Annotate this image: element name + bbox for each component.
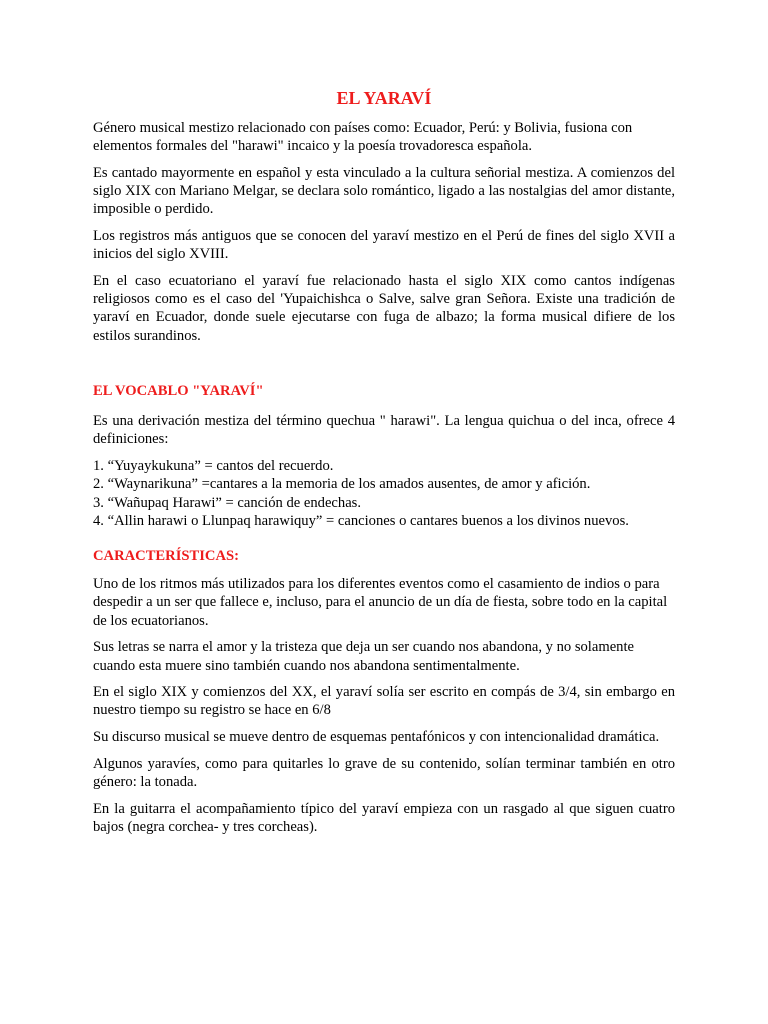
caracteristicas-paragraph-5: Algunos yaravíes, como para quitarles lo grave de su contenido, solían terminar también en otro género: la tonada.: [93, 755, 675, 791]
intro-paragraph-4: En el caso ecuatoriano el yaraví fue relacionado hasta el siglo XIX como cantos indígenas religiosos como es el caso del 'Yupaichishca o Salve, salve gran Señora. Existe una tradición de yaraví en Ecuador, donde suele ejecutarse con fuga de albazo; la forma musical difiere de los estilos surandinos.: [93, 272, 675, 344]
caracteristicas-paragraph-1: Uno de los ritmos más utilizados para los diferentes eventos como el casamiento de indios o para despedir a un ser que fallece e, incluso, para el anuncio de un día de fiesta, sobre todo en la capital de los ecuatorianos.: [93, 576, 668, 629]
vocablo-heading: EL VOCABLO "YARAVÍ": [93, 383, 264, 399]
caracteristicas-heading: CARACTERÍSTICAS:: [93, 548, 239, 564]
vocablo-section: [93, 382, 675, 530]
intro-section: [93, 119, 675, 353]
intro-paragraph-3: Los registros más antiguos que se conocen del yaraví mestizo en el Perú de fines del siglo XVII a inicios del siglo XVIII.: [93, 228, 675, 263]
caracteristicas-paragraph-2: Sus letras se narra el amor y la tristeza que deja un ser cuando nos abandona, y no solamente cuando esta muere sino también cuando nos abandona sentimentalmente.: [93, 639, 635, 674]
list-item: 3. “Wañupaq Harawi” = canción de endechas.: [93, 494, 361, 511]
intro-paragraph-1: Género musical mestizo relacionado con países como: Ecuador, Perú: y Bolivia, fusiona con elementos formales del "harawi" incaico y la poesía trovadoresca española.: [93, 120, 633, 155]
definitions-list: [93, 457, 675, 530]
list-item: 1. “Yuyaykukuna” = cantos del recuerdo.: [93, 458, 334, 475]
list-item: 4. “Allin harawi o Llunpaq harawiquy” = canciones o cantares buenos a los divinos nuevos.: [93, 512, 629, 529]
caracteristicas-paragraph-6: En la guitarra el acompañamiento típico del yaraví empieza con un rasgado al que siguen cuatro bajos (negra corchea- y tres corcheas).: [93, 800, 675, 835]
vocablo-paragraph: Es una derivación mestiza del término quechua " harawi". La lengua quichua o del inca, ofrece 4 definiciones:: [93, 413, 675, 448]
list-item: 2. “Waynarikuna” =cantares a la memoria de los amados ausentes, de amor y afición.: [93, 476, 591, 493]
caracteristicas-paragraph-4: Su discurso musical se mueve dentro de esquemas pentafónicos y con intencionalidad dramática.: [93, 729, 660, 746]
caracteristicas-section: [93, 547, 675, 845]
intro-paragraph-2: Es cantado mayormente en español y esta vinculado a la cultura señorial mestiza. A comienzos del siglo XIX con Mariano Melgar, se declara solo romántico, ligado a las nostalgias del amor distante, imposible o perdido.: [93, 164, 675, 218]
document-title: EL YARAVÍ: [336, 88, 432, 108]
caracteristicas-paragraph-3: En el siglo XIX y comienzos del XX, el yaraví solía ser escrito en compás de 3/4, sin embargo en nuestro tiempo su registro se hace en 6/8: [93, 684, 675, 719]
